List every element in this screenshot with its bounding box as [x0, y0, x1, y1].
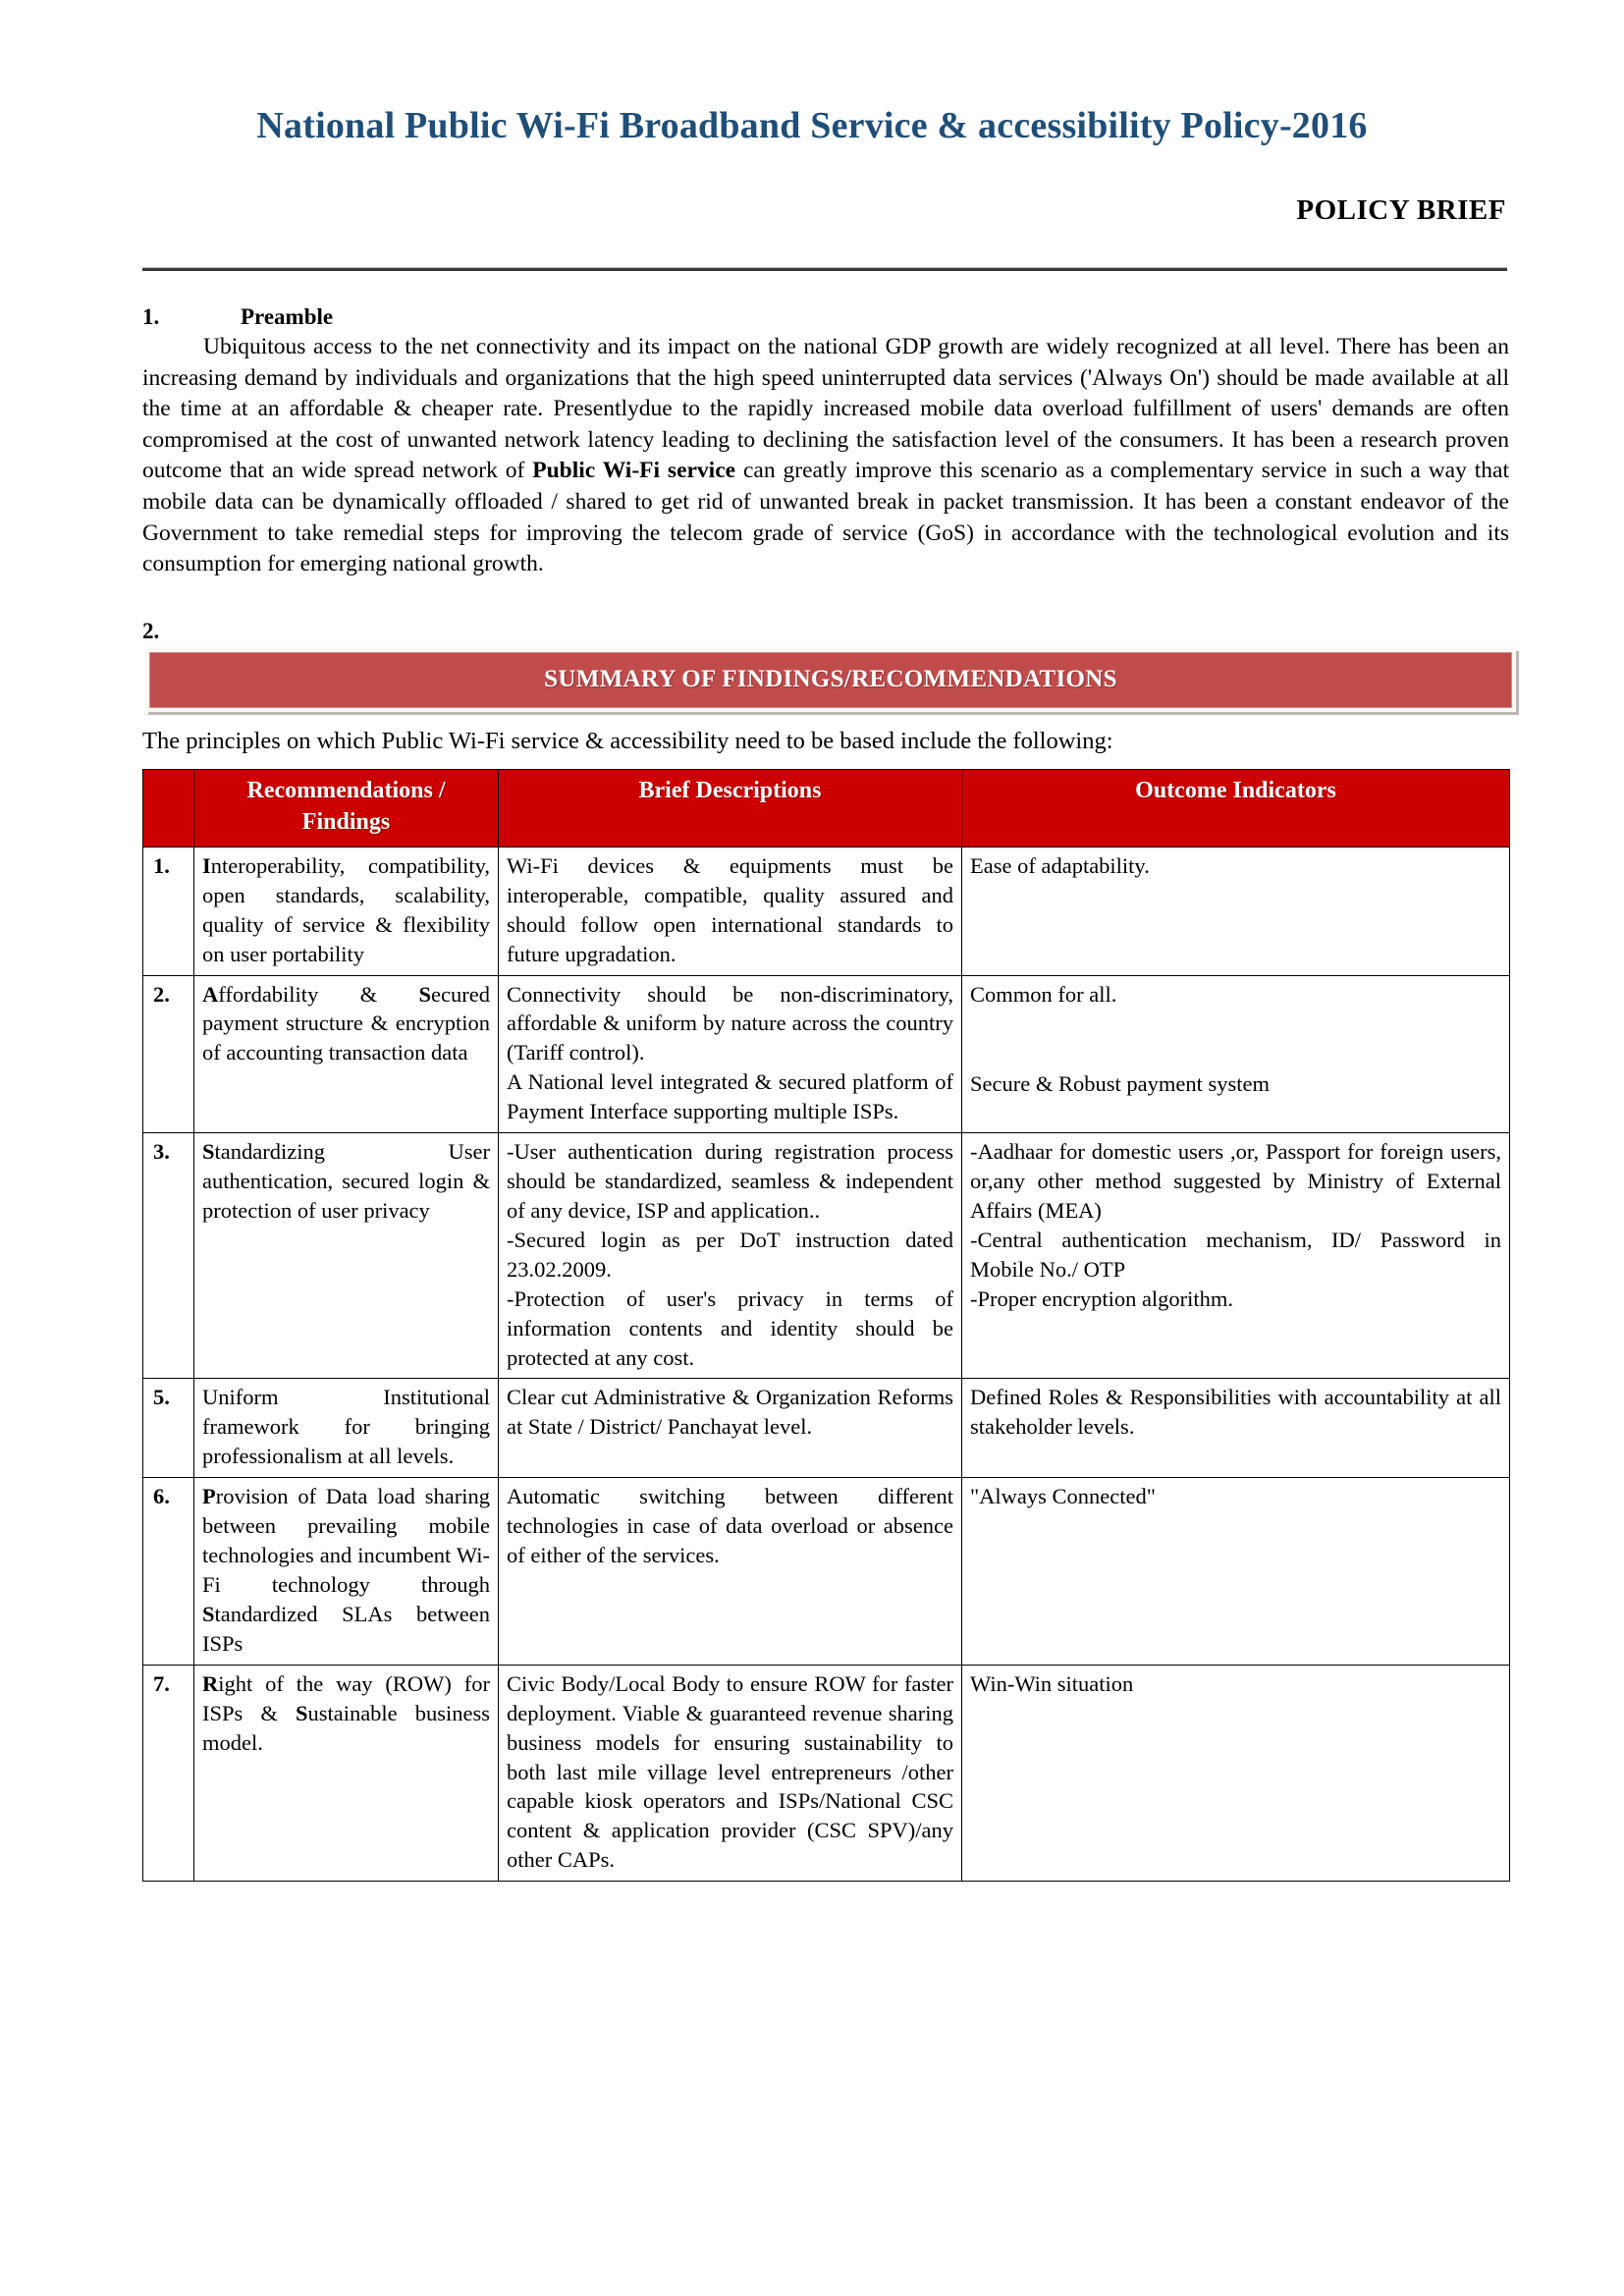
row-index: 2. [143, 975, 194, 1133]
preamble-body [142, 332, 1509, 580]
outcome-paragraph: -Aadhaar for domestic users ,or, Passport for foreign users, or,any other method suggested by Ministry of External Affairs (MEA) [970, 1139, 1501, 1223]
section2-number: 2. [142, 619, 160, 643]
description-paragraph: Automatic switching between different technologies in case of data overload or absence of either of the services. [507, 1484, 953, 1568]
table-header-row [143, 770, 1510, 847]
cell-recommendation: Uniform Institutional framework for bringing professionalism at all levels. [194, 1379, 499, 1478]
cell-outcome [962, 1478, 1510, 1666]
description-paragraph: -Secured login as per DoT instruction dated 23.02.2009. [507, 1227, 953, 1282]
cell-recommendation: Right of the way (ROW) for ISPs & Sustainable business model. [194, 1665, 499, 1881]
description-paragraph: Civic Body/Local Body to ensure ROW for faster deployment. Viable & guaranteed revenue sharing business models for ensuring sustainability to both last mile village level entrepreneurs /other capable kiosk operators and ISPs/National CSC content & application provider (CSC SPV)/any other CAPs. [507, 1670, 953, 1873]
document-subtitle: POLICY BRIEF [1296, 194, 1506, 226]
cell-outcome [962, 1133, 1510, 1379]
outcome-paragraph: Win-Win situation [970, 1670, 1134, 1696]
table-row [143, 847, 1510, 975]
cell-description [499, 1478, 962, 1666]
table-row [143, 975, 1510, 1133]
table-row [143, 1478, 1510, 1666]
cell-outcome [962, 847, 1510, 975]
row-index: 3. [143, 1133, 194, 1379]
cell-description [499, 1379, 962, 1478]
row-index: 5. [143, 1379, 194, 1478]
cell-description [499, 975, 962, 1133]
preamble-number: 1. [142, 304, 160, 329]
table-head [143, 770, 1510, 847]
column-header-recommendations: Recommendations / Findings [194, 770, 499, 847]
recommendations-table [142, 769, 1510, 1882]
row-index: 6. [143, 1478, 194, 1666]
preamble-text-part1: Ubiquitous access to the net connectivity and its impact on the national GDP growth are widely recognized at all level. There has been an increasing demand by individuals and organizations that the high speed uninterrupted data services ('Always On') should be made available at all the time at an affordable & cheaper rate. Presentlydue to the rapidly increased mobile data overload fulfillment of users' demands are often compromised at the cost of unwanted network latency leading to declining the satisfaction level of the consumers. It has been a research proven outcome that an wide spread network of [142, 334, 1509, 484]
preamble-text-emphasis: Public Wi-Fi service [532, 458, 736, 484]
column-header-descriptions: Brief Descriptions [499, 770, 962, 847]
cell-description [499, 847, 962, 975]
preamble-heading [142, 304, 1509, 330]
table-row [143, 1665, 1510, 1881]
column-header-outcomes: Outcome Indicators [962, 770, 1510, 847]
outcome-paragraph: Common for all. [970, 981, 1117, 1007]
description-paragraph: -User authentication during registration process should be standardized, seamless & independent of any device, ISP and application.. [507, 1139, 953, 1223]
preamble-heading-label: Preamble [241, 304, 334, 329]
outcome-paragraph: "Always Connected" [970, 1484, 1156, 1509]
cell-outcome [962, 975, 1510, 1133]
table-body [143, 847, 1510, 1881]
description-paragraph: Wi-Fi devices & equipments must be interoperable, compatible, quality assured and should follow open international standards to future upgradation. [507, 852, 953, 966]
cell-recommendation: Affordability & Secured payment structure & encryption of accounting transaction data [194, 975, 499, 1133]
cell-outcome [962, 1665, 1510, 1881]
table-intro-text: The principles on which Public Wi-Fi service & accessibility need to be based include the following: [142, 728, 1113, 754]
section-preamble [142, 304, 1509, 580]
row-index: 1. [143, 847, 194, 975]
description-paragraph: Connectivity should be non-discriminatory, affordable & uniform by nature across the country (Tariff control). [507, 981, 953, 1066]
description-paragraph: -Protection of user's privacy in terms of information contents and identity should be protected at any cost. [507, 1285, 953, 1370]
table-row [143, 1133, 1510, 1379]
outcome-paragraph: -Central authentication mechanism, ID/ Password in Mobile No./ OTP [970, 1227, 1501, 1282]
header-divider [142, 267, 1507, 271]
cell-outcome [962, 1379, 1510, 1478]
summary-banner-frame [145, 648, 1516, 712]
outcome-paragraph: -Proper encryption algorithm. [970, 1285, 1234, 1311]
outcome-paragraph: Ease of adaptability. [970, 852, 1150, 878]
cell-description [499, 1133, 962, 1379]
summary-banner: SUMMARY OF FINDINGS/RECOMMENDATIONS [149, 652, 1512, 708]
column-header-index [143, 770, 194, 847]
cell-description [499, 1665, 962, 1881]
description-paragraph: A National level integrated & secured platform of Payment Interface supporting multiple ISPs. [507, 1069, 953, 1124]
outcome-paragraph: Secure & Robust payment system [970, 1071, 1270, 1097]
row-index: 7. [143, 1665, 194, 1881]
cell-recommendation: Provision of Data load sharing between prevailing mobile technologies and incumbent Wi-Fi technology through Standardized SLAs between ISPs [194, 1478, 499, 1666]
description-paragraph: Clear cut Administrative & Organization Reforms at State / District/ Panchayat level. [507, 1385, 953, 1440]
preamble-text-part2: can greatly improve this scenario as a complementary service in such a way that mobile data can be dynamically offloaded / shared to get rid of unwanted break in packet transmission. It has been a constant endeavor of the Government to take remedial steps for improving the telecom grade of service (GoS) in accordance with the technological evolution and its consumption for emerging national growth. [142, 458, 1509, 577]
table-row [143, 1379, 1510, 1478]
cell-recommendation: Standardizing User authentication, secured login & protection of user privacy [194, 1133, 499, 1379]
page-title: National Public Wi-Fi Broadband Service & accessibility Policy-2016 [256, 105, 1368, 146]
outcome-paragraph: Defined Roles & Responsibilities with accountability at all stakeholder levels. [970, 1385, 1501, 1440]
cell-recommendation: Interoperability, compatibility, open standards, scalability, quality of service & flexibility on user portability [194, 847, 499, 975]
